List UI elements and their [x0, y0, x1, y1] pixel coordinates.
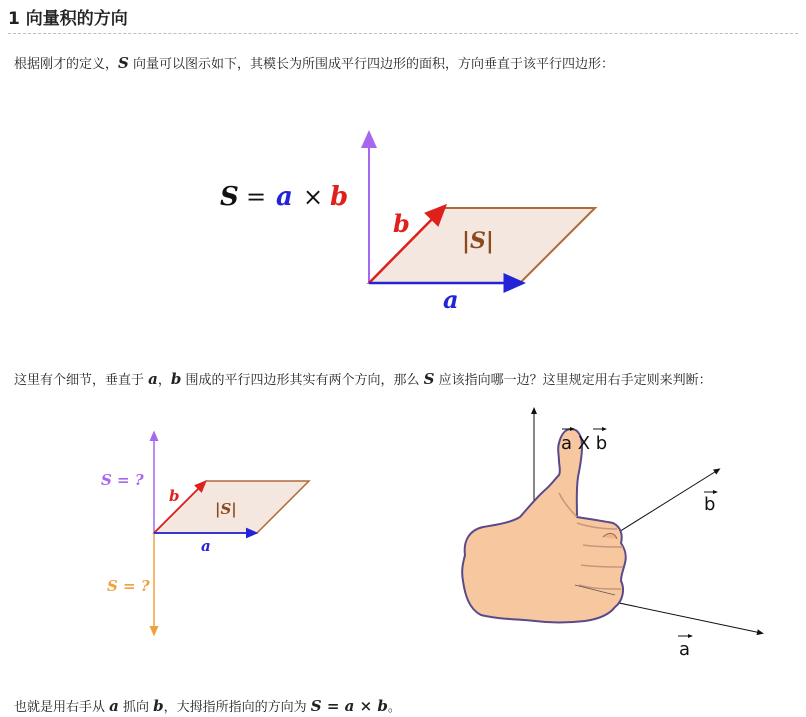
figure-parallelogram-main	[200, 120, 620, 320]
p2-symbol-b: b	[170, 370, 182, 388]
section-heading: 1 向量积的方向	[8, 9, 128, 29]
label-axb: a X b	[561, 433, 608, 454]
p2-pre: 这里有个细节，垂直于	[14, 373, 149, 388]
label-area-S: |S|	[462, 228, 494, 254]
p3-symbol-a: a	[109, 697, 119, 715]
p2-comma: ，	[157, 373, 171, 388]
p3-post: 。	[387, 700, 401, 715]
label-b: b	[393, 209, 410, 238]
p2-mid: 围成的平行四边形其实有两个方向，那么	[181, 373, 424, 388]
label-a: a	[443, 285, 459, 314]
figure-right-hand-rule	[455, 405, 775, 660]
label-b-small: b	[169, 487, 180, 505]
p3-equation: S = a × b	[310, 697, 388, 715]
eq-equals: =	[246, 183, 267, 211]
paragraph-3	[14, 696, 401, 715]
label-b-hand: b	[704, 494, 716, 515]
label-area-S-small: |S|	[215, 500, 237, 518]
label-S-down: S = ?	[107, 577, 150, 595]
right-hand-illustration	[462, 429, 626, 623]
p3-pre: 也就是用右手从	[14, 700, 110, 715]
p2-symbol-a: a	[148, 370, 158, 388]
p2-post: 应该指向哪一边？这里规定用右手定则来判断：	[434, 373, 712, 388]
paragraph-1	[14, 53, 614, 72]
label-S-up: S = ?	[101, 471, 144, 489]
figure-two-directions	[95, 425, 325, 640]
p1-post: 向量可以图示如下，其模长为所围成平行四边形的面积，方向垂直于该平行四边形：	[128, 57, 614, 72]
paragraph-2	[14, 369, 712, 388]
eq-a: a	[276, 182, 293, 212]
p1-symbol-S: S	[118, 54, 129, 72]
dashed-divider	[8, 33, 798, 34]
label-a-hand: a	[679, 639, 691, 660]
eq-S: S	[220, 182, 239, 212]
p1-pre: 根据刚才的定义，	[14, 57, 119, 72]
p3-symbol-b: b	[153, 697, 164, 715]
label-a-small: a	[201, 537, 211, 555]
eq-b: b	[330, 182, 349, 212]
p3-mid2: ，大拇指所指向的方向为	[163, 700, 311, 715]
p3-mid1: 抓向	[118, 700, 154, 715]
eq-times: ×	[303, 183, 324, 211]
p2-symbol-S: S	[423, 370, 435, 388]
